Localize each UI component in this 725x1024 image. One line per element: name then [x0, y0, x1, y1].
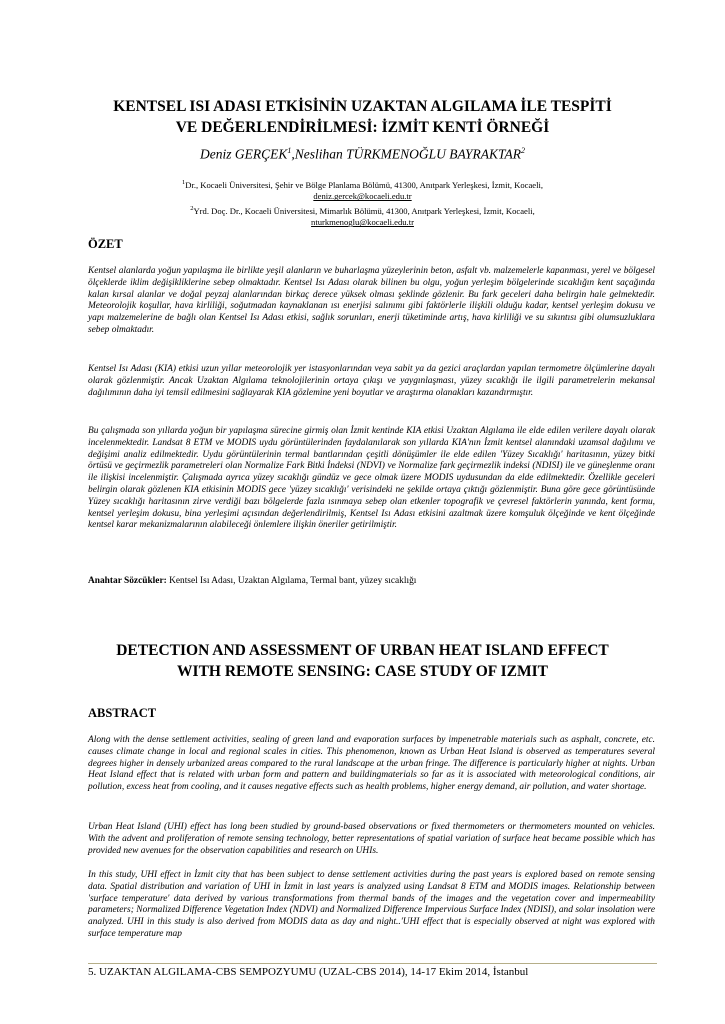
ozet-paragraph-1: Kentsel alanlarda yoğun yapılaşma ile birlikte yeşil alanların ve buharlaşma yüzeylerinin beton, asfalt vb. malzemelerle kapanması, yerel ve bölgesel ölçeklerde iklim değişikliklerine sebep olmaktadır. Kentsel Isı Adası olarak bilinen bu olgu, yoğun yerleşim bölgelerinde sıcaklığın kent saçağında kalan kırsal alanlar ve doğal peyzaj alanlarından birkaç derece yüksek olması şeklinde gözlenir. Bu fark geceleri daha belirgin hale gelmektedir. Meteorolojik koşullar, hava kirliliği, soğutmadan kaynaklanan ısı enerjisi salınımı gibi faktörlerle ilişkili olduğu kadar, kentsel yerleşim dokusu ve yapı malzemelerine de bağlı olan Kentsel Isı Adası etkisi, sağlık sorunları, enerji tüketiminde artış, hava kirliliği ve su sıkıntısı gibi olumsuzluklara sebep olmaktadır.: [88, 266, 655, 335]
ozet-paragraph-2: Kentsel Isı Adası (KIA) etkisi uzun yıllar meteorolojik yer istasyonlarından veya sabit ya da gezici araçlardan yapılan termometre ölçümlerine dayalı olarak gözlenmiştir. Ancak Uzaktan Algılama teknolojilerinin ortaya çıkışı ve yaygınlaşması, yüzey sıcaklığı ile ilgili parametrelerin mekansal dağılımının daha iyi temsil edilmesini sağlayarak KIA gözlemine yeni boyutlar ve araştırma olanakları kazandırmıştır.: [88, 364, 655, 398]
affiliations: [60, 177, 665, 229]
affiliation-1: [60, 177, 665, 191]
title-turkish-line2: VE DEĞERLENDİRİLMESİ: İZMİT KENTİ ÖRNEĞİ: [175, 119, 550, 136]
title-english: [60, 640, 665, 682]
affiliation-2: [60, 203, 665, 217]
title-english-line1: DETECTION AND ASSESSMENT OF URBAN HEAT ISLAND EFFECT: [116, 642, 609, 659]
affiliation-1-sup: 1: [181, 179, 186, 186]
abstract-paragraph-3: In this study, UHI effect in İzmit city that has been subject to dense settlement activities during the past years is explored based on remote sensing data. Spatial distribution and variation of UHI in İzmit in last years is analyzed using Landsat 8 ETM and MODIS images. Relationship between 'surface temperature' data derived by various transformations from thermal bands of the images and the vegetation cover and impermeability parameters; Normalized Difference Vegetation Index (NDVI) and Normalized Difference Impervious Surface Index (NDISI), and solar insolation were analyzed. UHI in this study is also derived from MODIS data as day and night..'UHI effect that is especially observed at night was explored with surface temperature map: [88, 870, 655, 939]
abstract-heading: ABSTRACT: [88, 706, 157, 720]
keywords-text: Kentsel Isı Adası, Uzaktan Algılama, Termal bant, yüzey sıcaklığı: [169, 576, 417, 586]
affiliation-2-email-line: [60, 217, 665, 229]
keywords-label: Anahtar Sözcükler:: [88, 576, 167, 586]
footer-divider: [88, 963, 657, 964]
title-turkish: [60, 96, 665, 138]
author-2-sup: 2: [521, 146, 525, 155]
ozet-paragraph-3: Bu çalışmada son yıllarda yoğun bir yapılaşma sürecine girmiş olan İzmit kentinde KIA etkisi Uzaktan Algılama ile elde edilen verilere dayalı olarak incelenmektedir. Landsat 8 ETM ve MODIS uydu görüntülerinden faydalanılarak son yıllarda KIA'nın İzmit kentsel alanındaki uzamsal dağılımı ve değişimi analiz edilmektedir. Uydu görüntülerinin termal bantlarından çeşitli dönüşümler ile elde edilen 'Yüzey Sıcaklığı' haritasının, yüzey bitki örtüsü ve geçirmezlik parametreleri olan Normalize Fark Bitki İndeksi (NDVI) ve Normalize fark geçirmezlik indeksi (NDISI) ile ve güneşlenme oranı ile ilişkisi incelenmiştir. Çalışmada ayrıca yüzey sıcaklığı gündüz ve gece olmak üzere MODIS uydusundan da elde edilmektedir. Özellikle geceleri belirgin olarak gözlenen KIA etkisinin MODIS gece 'yüzey sıcaklığı' verisindeki ne şekilde ortaya çıktığı gözlenmiştir. Buna göre gece görüntüsünde Yüzey sıcaklığı haritasının zirve verdiği bazı bölgelerde fazla ısınmaya sebep olan etkenler topografik ve çevresel faktörlerin yanında, kent formu, kentsel yerleşim dokusu, bina yerleşimi açısından değerlendirilmiş, Kentsel Isı Adası etkisini azaltmak üzere komşuluk ölçeğinde ve kent ölçeğinde kentsel karar mekanizmalarının alabileceği önlemlere ilişkin öneriler getirilmiştir.: [88, 426, 655, 531]
author-list: [60, 146, 665, 163]
title-english-line2: WITH REMOTE SENSING: CASE STUDY OF IZMIT: [177, 663, 548, 680]
title-turkish-line1: KENTSEL ISI ADASI ETKİSİNİN UZAKTAN ALGILAMA İLE TESPİTİ: [113, 98, 612, 115]
author-1-name: Deniz GERÇEK: [199, 146, 288, 162]
footer-text: 5. UZAKTAN ALGILAMA-CBS SEMPOZYUMU (UZAL-CBS 2014), 14-17 Ekim 2014, İstanbul: [88, 966, 529, 978]
keywords-line: [88, 576, 655, 586]
affiliation-1-email-link[interactable]: deniz.gercek@kocaeli.edu.tr: [313, 191, 412, 202]
abstract-paragraph-2: Urban Heat Island (UHI) effect has long been studied by ground-based observations or fixed thermometers or thermometers mounted on vehicles. With the advent and proliferation of remote sensing technology, better representations of spatial variation of surface heat became possible which has provided new avenues for the observation capabilities and research on UHIs.: [88, 822, 655, 856]
abstract-paragraph-1: Along with the dense settlement activities, sealing of green land and evaporation surfaces by impenetrable materials such as asphalt, concrete, etc. causes climate change in local and regional scales in cities. This phenomenon, known as Urban Heat Island is observed as temperatures several degrees higher in densely urbanized areas compared to the rural landscape at the urban fringe. The difference is particularly higher at nights. Urban Heat Island effect that is related with urban form and pattern and buildingmaterials so far as it is associated with meteorological conditions, air pollution, excess heat from cooling, and it causes negative effects such as health problems, higher energy demand, air pollution, and water shortage.: [88, 735, 655, 793]
ozet-heading: ÖZET: [88, 237, 123, 251]
affiliation-1-text: Dr., Kocaeli Üniversitesi, Şehir ve Bölge Planlama Bölümü, 41300, Anıtpark Yerleşkesi, İzmit, Kocaeli,: [185, 179, 544, 190]
author-1-sup: 1: [287, 146, 292, 155]
affiliation-2-email-link[interactable]: nturkmenoglu@kocaeli.edu.tr: [311, 217, 414, 228]
affiliation-1-email-line: [60, 191, 665, 203]
affiliation-2-text: Yrd. Doç. Dr., Kocaeli Üniversitesi, Mimarlık Bölümü, 41300, Anıtpark Yerleşkesi, İzmit, Kocaeli,: [193, 205, 535, 216]
author-separator: ,: [291, 146, 295, 162]
author-2-name: Neslihan TÜRKMENOĞLU BAYRAKTAR: [294, 146, 521, 162]
affiliation-2-sup: 2: [190, 204, 194, 212]
